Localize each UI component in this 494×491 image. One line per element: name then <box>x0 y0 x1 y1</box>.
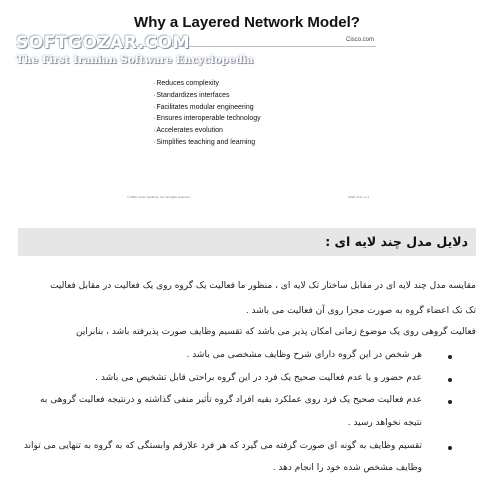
slide-bullet: · Accelerates evolution <box>153 125 261 137</box>
slide-bullet: · Standardizes interfaces <box>153 90 261 102</box>
section-heading-band <box>18 228 476 256</box>
slide-title: Why a Layered Network Model? <box>134 14 360 31</box>
intro-line: تک تک اعضاء گروه به صورت مجزا روی آن فعالیت می باشد . <box>245 306 476 316</box>
list-item: تقسیم وظایف به گونه ای صورت گرفته می گیرد که هر فرد علارقم وابستگی که به گروه به تنهایی می تواند <box>23 441 422 451</box>
section-heading: دلایل مدل چند لایه ای : <box>325 234 468 249</box>
list-item-continuation: نتیجه نخواهد رسید . <box>347 418 422 428</box>
intro-line: مقایسه مدل چند لایه ای در مقابل ساختار تک لایه ای ، منظور ما فعالیت یک گروه روی یک فعالیت در مقابل فعالیت <box>50 281 476 291</box>
slide-bullet: · Facilitates modular engineering <box>153 102 261 114</box>
list-item-continuation: وظایف مشخص شده خود را انجام دهد . <box>272 463 422 473</box>
watermark-logo: SOFTGOZAR.COM <box>16 33 191 53</box>
slide-copyright: © 2003, Cisco Systems, Inc. All rights reserved. <box>127 195 191 199</box>
embedded-slide <box>0 0 494 208</box>
list-item: هر شخص در این گروه دارای شرح وظایف مشخصی می باشد . <box>186 350 422 360</box>
brand-label: Cisco.com <box>346 37 375 43</box>
list-item: عدم حضور و یا عدم فعالیت صحیح یک فرد در این گروه براحتی قابل تشخیص می باشد . <box>95 373 422 383</box>
list-item: عدم فعالیت صحیح یک فرد روی عملکرد بقیه افراد گروه تأثیر منفی گذاشته و درنتیجه فعالیت گروهی به <box>40 395 422 405</box>
slide-bullet: · Ensures interoperable technology <box>153 113 261 125</box>
slide-bullet: · Simplifies teaching and learning <box>153 137 261 149</box>
slide-bullet: · Reduces complexity <box>153 78 261 90</box>
slide-bullet-list <box>153 78 261 149</box>
slide-page-id: ICND v2.0—1-1 <box>348 195 370 199</box>
intro-line: فعالیت گروهی روی یک موضوع زمانی امکان پذیر می باشد که تقسیم وظایف صورت پذیرفته باشد ، بنابراین <box>75 327 476 337</box>
watermark-tagline: The First Iranian Software Encyclopedia <box>16 54 254 66</box>
